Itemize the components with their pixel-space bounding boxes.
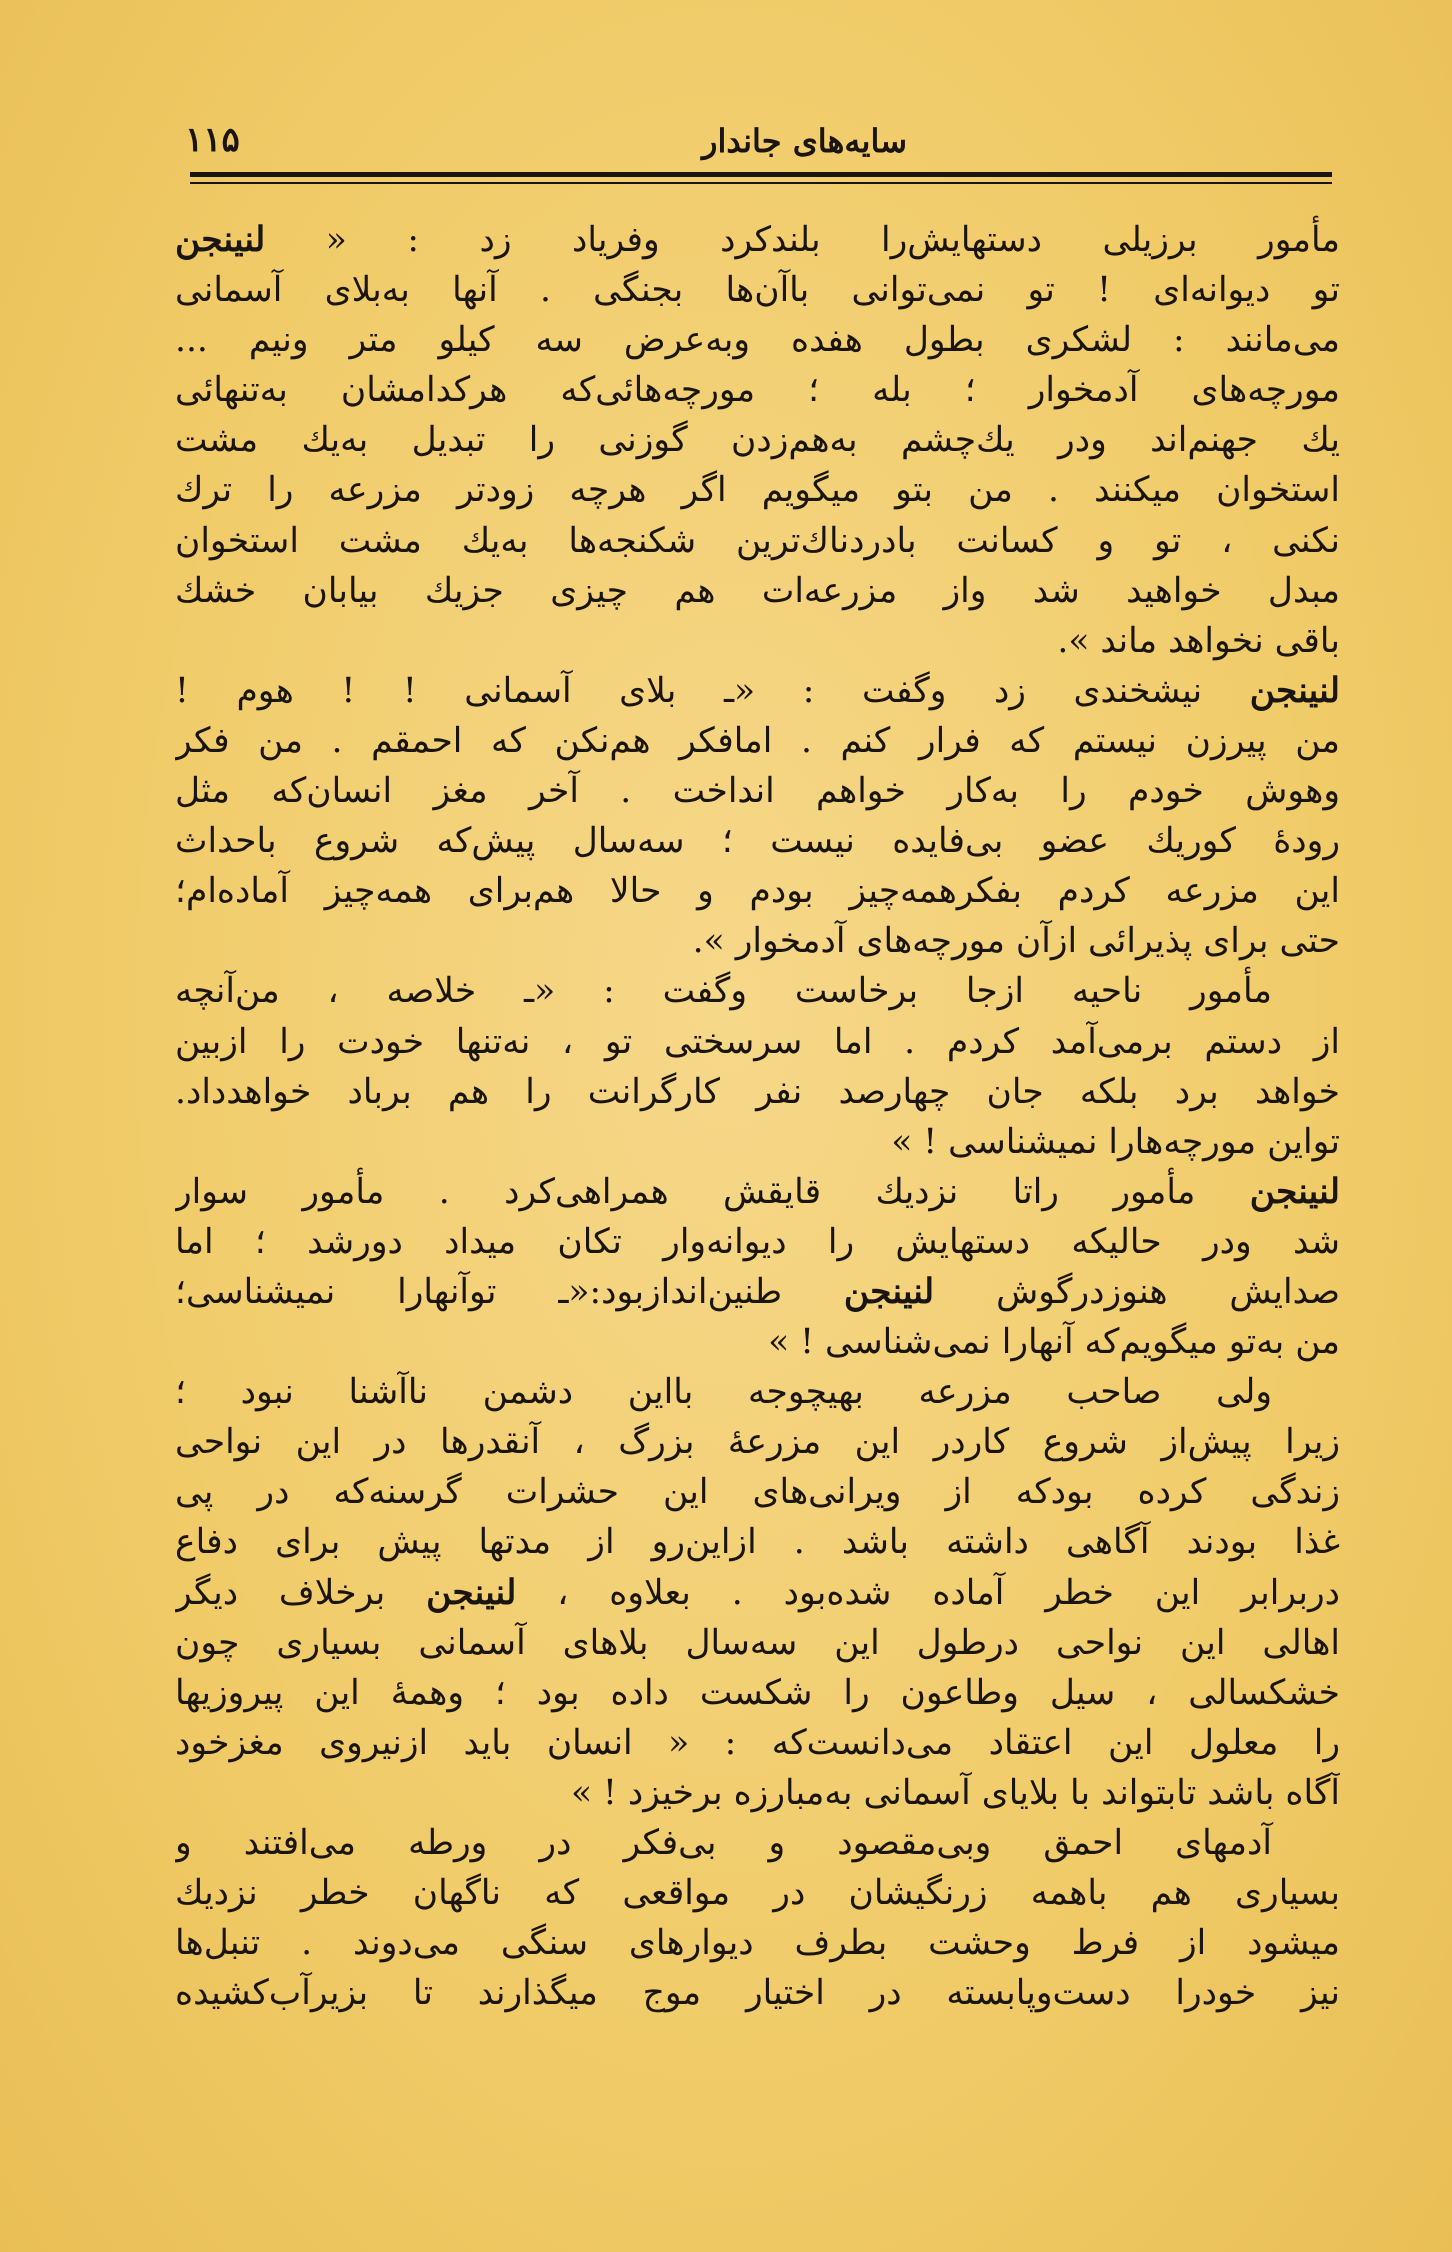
- text-line: من پیرزن نیستم که فرار کنم . امافکر هم‌نکن که احمقم . من فکر: [175, 720, 1340, 761]
- text-line: آدمهای احمق وبی‌مقصود و بی‌فکر در ورطه می‌افتند و: [175, 1823, 1272, 1863]
- text-line: غذا بودند آگاهی داشته باشد . ازاین‌رو از مدتها پیش برای دفاع: [175, 1522, 1340, 1563]
- text-line: یك جهنم‌اند ودر یك‌چشم به‌هم‌زدن گوزنی را تبدیل به‌یك مشت: [175, 420, 1340, 461]
- text-line: ولی صاحب مزرعه بهیچوجه بااین دشمن ناآشنا نبود ؛: [175, 1372, 1272, 1413]
- text-line: تواین مورچه‌هارا نمیشناسی ! »: [891, 1121, 1340, 1162]
- text-line: از دستم برمی‌آمد کردم . اما سرسختی تو ، نه‌تنها خودت را ازبین: [175, 1021, 1340, 1062]
- text-line: مأمور ناحیه ازجا برخاست وگفت : «ـ خلاصه ، من‌آنچه: [175, 971, 1272, 1012]
- text-line: من به‌تو میگویم‌که آنهارا نمی‌شناسی ! »: [768, 1322, 1340, 1363]
- text-line: تو دیوانه‌ای ! تو نمی‌توانی باآن‌ها بجنگی . آنها به‌بلای آسمانی: [175, 270, 1340, 311]
- text-line: مورچه‌های آدمخوار ؛ بله ؛ مورچه‌هائی‌که هرکدامشان به‌تنهائی: [175, 370, 1340, 411]
- text-line: می‌مانند : لشکری بطول هفده وبه‌عرض سه کیلو متر ونیم ...: [175, 320, 1340, 361]
- text-line: نکنی ، تو و کسانت بادردناك‌ترین شکنجه‌ها به‌یك مشت استخوان: [175, 520, 1340, 561]
- header-rule-thin: [190, 182, 1332, 184]
- text-line: صدایش هنوزدرگوش لنینجن طنین‌اندازبود:«ـ توآنهارا نمیشناسی؛: [175, 1271, 1340, 1312]
- text-line: دربرابر این خطر آماده شده‌بود . بعلاوه ، لنینجن برخلاف دیگر: [175, 1572, 1340, 1613]
- text-line: خشکسالی ، سیل وطاعون را شکست داده بود ؛ وهمهٔ این پیروزیها: [175, 1672, 1340, 1713]
- page-number: ۱۱۵: [185, 120, 240, 160]
- text-line: خواهد برد بلکه جان چهارصد نفر کارگرانت را هم برباد خواهدداد.: [175, 1071, 1340, 1112]
- text-line: باقی نخواهد ماند ».: [1057, 620, 1340, 661]
- text-line: رودهٔ کوریك عضو بی‌فایده نیست ؛ سه‌سال پیش‌که شروع باحداث: [175, 821, 1340, 862]
- text-line: این مزرعه کردم بفکرهمه‌چیز بودم و حالا هم‌برای همه‌چیز آماده‌ام؛: [175, 871, 1340, 912]
- text-line: حتی برای پذیرائی ازآن مورچه‌های آدمخوار ».: [692, 921, 1340, 962]
- text-line: شد ودر حالیکه دستهایش را دیوانه‌وار تکان میداد دورشد ؛ اما: [175, 1221, 1340, 1262]
- text-line: بسیاری هم باهمه زرنگیشان در مواقعی که ناگهان خطر نزدیك: [175, 1873, 1340, 1914]
- text-line: میشود از فرط وحشت بطرف دیوارهای سنگی می‌دوند . تنبل‌ها: [175, 1923, 1340, 1964]
- running-title: سایه‌های جاندار: [701, 122, 907, 160]
- header-rule-thick: [190, 172, 1332, 177]
- text-line: زیرا پیش‌از شروع کاردر این مزرعهٔ بزرگ ، آنقدرها در این نواحی: [175, 1422, 1340, 1463]
- text-line: لنینجن نیشخندی زد وگفت : «ـ بلای آسمانی ! ! هوم !: [175, 670, 1340, 711]
- page-header: [185, 118, 1327, 166]
- text-line: لنینجن مأمور راتا نزدیك قایقش همراهی‌کرد . مأمور سوار: [175, 1171, 1340, 1212]
- text-line: وهوش خودم را به‌کار خواهم انداخت . آخر مغز انسان‌که مثل: [175, 771, 1340, 812]
- text-line: اهالی این نواحی درطول این سه‌سال بلاهای آسمانی بسیاری چون: [175, 1622, 1340, 1663]
- text-line: مبدل خواهید شد واز مزرعه‌ات هم چیزی جزیك بیابان خشك: [175, 570, 1340, 611]
- text-line: را معلول این اعتقاد می‌دانست‌که : « انسان باید ازنیروی مغزخود: [175, 1722, 1340, 1763]
- text-line: زندگی کرده بودکه از ویرانی‌های این حشرات گرسنه‌که در پی: [175, 1472, 1340, 1513]
- text-line: آگاه باشد تابتواند با بلایای آسمانی به‌مبارزه برخیزد ! »: [570, 1772, 1340, 1813]
- text-line: مأمور برزیلی دستهایش‌را بلندکرد وفریاد زد : « لنینجن: [175, 220, 1340, 260]
- text-line: نیز خودرا دست‌وپابسته در اختیار موج میگذارند تا بزیرآب‌کشیده: [175, 1973, 1340, 2014]
- text-line: استخوان میکنند . من بتو میگویم اگر هرچه زودتر مزرعه را ترك: [175, 470, 1340, 511]
- body-text: [175, 215, 1340, 2018]
